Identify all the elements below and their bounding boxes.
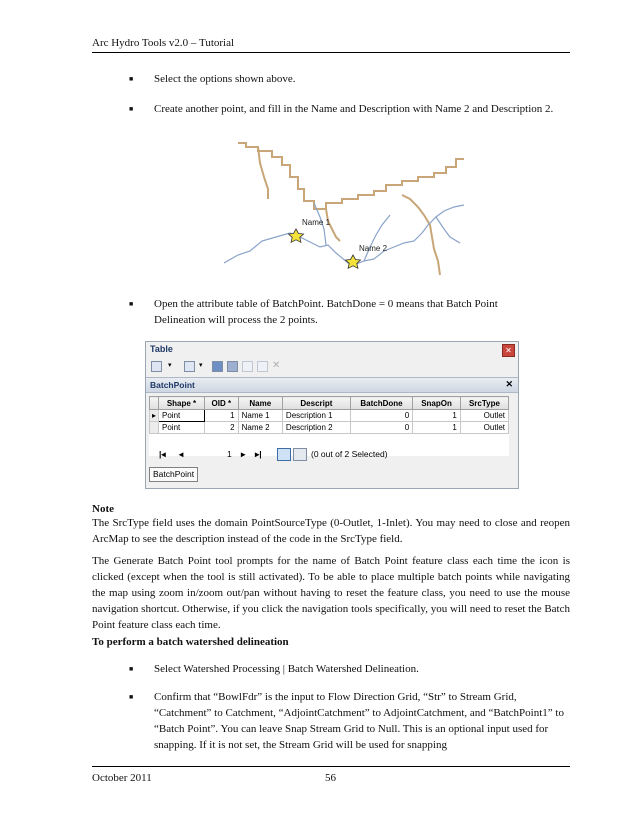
table-row[interactable] [150, 422, 509, 434]
map-label-name1: Name 1 [302, 218, 331, 227]
bullet-text: Confirm that “BowlFdr” is the input to Flow Direction Grid, “Str” to Stream Grid, “Catchment” to Catchment, “AdjointCatchment” to AdjointCatchment, and “BatchPoint1” to “Batch Point”. You can leave Snap Stream Grid to Null. This is an optional input used for snapping. If it is not set, the Stream Grid will be used for snapping [154, 691, 564, 751]
next-record-icon[interactable]: ▸ [241, 449, 246, 459]
note-paragraph: The Generate Batch Point tool prompts for the name of Batch Point feature class each time the icon is clicked (except when the tool is still activated). To be able to place multiple batch points while navigating the map using zoom in/zoom out/pan without having to reset the feature class, you need to use the mouse navigation shortcut. Otherwise, if you click the navigation tools specifically, you will need to reset the Batch Point feature class each time. [92, 555, 570, 631]
related-tables-icon[interactable] [184, 361, 195, 372]
page-number: 56 [325, 772, 336, 784]
column-header[interactable]: Shape * [159, 397, 205, 410]
column-header[interactable]: SrcType [460, 397, 508, 410]
header-rule [92, 52, 570, 53]
footer-rule [92, 766, 570, 767]
table-cell[interactable]: Description 1 [282, 410, 350, 422]
map-figure [224, 137, 466, 277]
river-line [436, 217, 460, 243]
table-window [145, 341, 519, 489]
table-tab-header [146, 377, 518, 393]
column-header[interactable]: SnapOn [413, 397, 461, 410]
bullet-text: Open the attribute table of BatchPoint. BatchDone = 0 means that Batch Point Delineation will process the 2 points. [154, 298, 498, 326]
batch-point-star [289, 229, 304, 242]
table-toolbar [146, 359, 518, 375]
table-cell[interactable]: 1 [413, 410, 461, 422]
bullet-marker: ■ [129, 300, 134, 308]
row-selector-icon[interactable]: ▸ [150, 410, 159, 422]
first-record-icon[interactable]: |◂ [159, 449, 166, 459]
page-header: Arc Hydro Tools v2.0 – Tutorial [92, 37, 235, 49]
watershed-boundary [402, 195, 440, 275]
table-name: BatchPoint [150, 380, 195, 390]
map-label-name2: Name 2 [359, 244, 388, 253]
bullet-text: Select the options shown above. [154, 73, 296, 85]
table-tab[interactable]: BatchPoint [149, 467, 198, 482]
note-paragraph: The SrcType field uses the domain PointSourceType (0-Outlet, 1-Inlet). You may need to close and reopen ArcMap to see the description instead of the code in the SrcType field. [92, 517, 570, 545]
river-line [224, 233, 354, 265]
select-by-attributes-icon[interactable] [212, 361, 223, 372]
close-icon[interactable]: ✕ [505, 379, 513, 389]
grid-header-row [150, 397, 509, 410]
zoom-to-selected-icon[interactable] [257, 361, 268, 372]
bullet-marker: ■ [129, 75, 134, 83]
row-selector[interactable] [150, 422, 159, 434]
bullet-marker: ■ [129, 665, 134, 673]
section-heading: To perform a batch watershed delineation [92, 636, 289, 648]
current-record-field[interactable]: 1 [227, 449, 232, 459]
column-header[interactable]: Descript [282, 397, 350, 410]
table-cell[interactable]: 1 [413, 422, 461, 434]
table-cell[interactable]: Name 1 [238, 410, 282, 422]
table-options-icon[interactable] [151, 361, 162, 372]
bullet-text: Select Watershed Processing | Batch Watershed Delineation. [154, 663, 419, 675]
chevron-down-icon[interactable]: ▾ [199, 362, 203, 369]
clear-selection-icon[interactable] [242, 361, 253, 372]
river-line [354, 205, 464, 265]
bullet-marker: ■ [129, 105, 134, 113]
row-selector-header [150, 397, 159, 410]
table-cell[interactable]: 2 [205, 422, 239, 434]
column-header[interactable]: BatchDone [350, 397, 412, 410]
table-cell[interactable]: Name 2 [238, 422, 282, 434]
map-svg [224, 137, 466, 277]
watershed-boundary [258, 147, 268, 199]
show-selected-records-icon[interactable] [293, 448, 307, 461]
selection-status: (0 out of 2 Selected) [311, 449, 388, 459]
close-icon[interactable]: ✕ [502, 344, 515, 357]
bullet-text: Create another point, and fill in the Name and Description with Name 2 and Description 2. [154, 103, 554, 115]
table-cell[interactable]: 0 [350, 422, 412, 434]
footer-date: October 2011 [92, 772, 152, 784]
table-cell[interactable]: 1 [205, 410, 239, 422]
watershed-boundary [238, 143, 464, 209]
switch-selection-icon[interactable] [227, 361, 238, 372]
table-cell[interactable]: Outlet [460, 422, 508, 434]
bullet-marker: ■ [129, 693, 134, 701]
window-title: Table [150, 344, 173, 354]
table-row[interactable] [150, 410, 509, 422]
table-cell[interactable]: Point [159, 422, 205, 434]
table-cell[interactable]: Outlet [460, 410, 508, 422]
batch-point-star [346, 255, 361, 268]
show-all-records-icon[interactable] [277, 448, 291, 461]
column-header[interactable]: Name [238, 397, 282, 410]
delete-icon[interactable]: ✕ [272, 360, 281, 371]
chevron-down-icon[interactable]: ▾ [168, 362, 172, 369]
note-heading: Note [92, 503, 114, 515]
river-line [364, 215, 390, 261]
previous-record-icon[interactable]: ◂ [179, 449, 184, 459]
table-cell[interactable]: 0 [350, 410, 412, 422]
table-cell[interactable]: Point [159, 410, 205, 422]
record-navigator [149, 445, 509, 463]
table-cell[interactable]: Description 2 [282, 422, 350, 434]
column-header[interactable]: OID * [205, 397, 239, 410]
last-record-icon[interactable]: ▸| [255, 449, 262, 459]
